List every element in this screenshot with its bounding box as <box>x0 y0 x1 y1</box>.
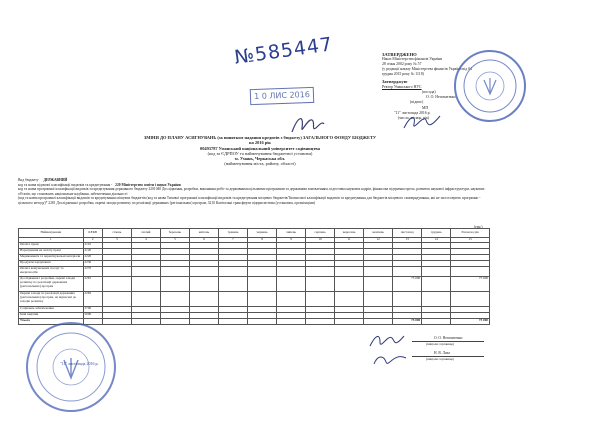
table-header-cell: серпень <box>306 229 335 238</box>
handwritten-number: №585447 <box>232 33 335 69</box>
kekv-code-cell: 2700 <box>83 307 102 313</box>
row-name-cell: Соціальне забезпечення <box>19 307 84 313</box>
title-year: на 2016 рік <box>249 140 271 146</box>
approve-label: Затверджую <box>382 79 408 85</box>
seal-date: "11" листопада 2016 р. <box>60 361 99 366</box>
kekv-code-cell: 2220 <box>83 255 102 261</box>
position-caption: (посада) <box>422 89 436 94</box>
year-total-cell <box>451 292 490 307</box>
approver-name: О. О. Непочатенко <box>426 94 456 99</box>
month-amount-cell <box>189 292 218 307</box>
month-amount-cell <box>364 319 393 325</box>
column-number-cell: 15 <box>451 238 490 243</box>
year-total-cell: 75 000 <box>451 319 490 325</box>
bottom-signature-icon <box>368 330 408 352</box>
november-amount-cell: 75 000 <box>393 277 422 292</box>
month-amount-cell <box>189 267 218 277</box>
month-amount-cell <box>218 292 247 307</box>
budget-type-value: ДЕРЖАВНИЙ <box>43 178 68 182</box>
month-amount-cell <box>277 292 306 307</box>
month-amount-cell <box>160 267 189 277</box>
month-amount-cell <box>248 292 277 307</box>
column-number-cell: 10 <box>306 238 335 243</box>
column-number-cell: 11 <box>335 238 364 243</box>
column-number-cell: 6 <box>189 238 218 243</box>
month-amount-cell <box>277 319 306 325</box>
month-amount-cell <box>248 267 277 277</box>
month-amount-cell <box>248 319 277 325</box>
column-number-cell: 2 <box>83 238 102 243</box>
column-number-cell: 14 <box>422 238 451 243</box>
institution-caption: (код за ЄДРПОУ та найменування бюджетної установи) <box>207 150 313 156</box>
budget-table <box>18 228 490 325</box>
month-amount-cell <box>277 267 306 277</box>
row-name-cell: Інші видатки <box>19 313 84 319</box>
kekv-code-cell: 5000 <box>83 313 102 319</box>
bottom-signature-icon <box>372 350 408 370</box>
signature-caption: (підпис) <box>410 99 424 104</box>
month-amount-cell <box>160 277 189 292</box>
approver-position: Ректор Уманського НУС <box>382 84 422 89</box>
row-name-cell: Продукти харчування <box>19 261 84 267</box>
month-amount-cell <box>335 319 364 325</box>
approval-date: "11" листопада 2016 р. <box>394 111 431 116</box>
registration-date-stamp: 1 0 ЛИС 2016 <box>250 87 315 105</box>
month-amount-cell <box>422 277 451 292</box>
table-row <box>19 267 490 277</box>
table-header-cell: вересень <box>335 229 364 238</box>
signer-name: Н. В. Ляха <box>434 351 451 355</box>
month-amount-cell <box>218 319 247 325</box>
month-amount-cell <box>422 267 451 277</box>
month-amount-cell <box>131 292 160 307</box>
month-amount-cell <box>102 267 131 277</box>
month-amount-cell <box>160 292 189 307</box>
column-number-cell: 9 <box>277 238 306 243</box>
kekv-code-cell: 2110 <box>83 243 102 249</box>
department-caption: код та назва відомчої класифікації видатків та кредитування - <box>18 182 113 187</box>
row-name-cell: Оплата комунальних послуг та енергоносіїв <box>19 267 84 277</box>
year-total-cell: 75 000 <box>451 277 490 292</box>
column-number-cell: 12 <box>364 238 393 243</box>
local-classification: (код та назва програмної класифікації видатків та кредитування місцевих бюджетів (код та назва Типової програмної класифікації видатків та кредитування місцевих бюджетів/Тимчасової класифікації видатків та кредитування для бюджетів місцевого самоврядування, які не застосовують програмно - цільового методу)* 2281 Дослідження і розробки, окремі заходи розвитку по реалізації державних (регіональних) програм, 3210 Капітальні трансферти підприємствам (установам, організаціям) <box>18 196 481 205</box>
approval-signature-icon <box>400 110 444 136</box>
signature-row <box>330 336 490 345</box>
table-header-cell: Разом на рік <box>451 229 490 238</box>
document-title <box>100 135 420 167</box>
column-number-cell: 13 <box>393 238 422 243</box>
row-name-cell: Нарахування на оплату праці <box>19 249 84 255</box>
institution-name: 00493787 Уманський національний університет садівництва <box>200 145 320 151</box>
month-amount-cell <box>160 319 189 325</box>
signer-caption: (ініціали і прізвище) <box>426 357 454 361</box>
table-header-cell: травень <box>218 229 247 238</box>
table-header-row <box>19 229 490 238</box>
table-header-cell: липень <box>277 229 306 238</box>
approval-line: (у редакції наказу Міністерства фінансів України від 04 <box>382 67 472 72</box>
official-seal-icon <box>452 48 528 124</box>
table-header-cell: грудень <box>422 229 451 238</box>
november-amount-cell: 75 000 <box>393 319 422 325</box>
table-header-cell: жовтень <box>364 229 393 238</box>
month-amount-cell <box>364 277 393 292</box>
month-amount-cell <box>248 277 277 292</box>
month-amount-cell <box>422 292 451 307</box>
program-classification: код та назва програмної класифікації видатків та кредитування державного бюджету 2201040 Дослідження, розробки, виконання робіт за державними цільовими програмами та державним замовленням, підготовка наукових кадрів, фінансова підтримка преси, розвиток наукової інфраструктури, наукових об'єктів, що становлять національне надбання, забезпечення діяльності <box>18 187 485 196</box>
row-name-cell: Дослідження і розробки, окремі заходи розвитку по реалізації державних (регіональних) програм <box>19 277 84 292</box>
month-amount-cell <box>102 292 131 307</box>
month-amount-cell <box>364 267 393 277</box>
month-amount-cell <box>189 319 218 325</box>
table-row <box>19 292 490 307</box>
table-header-cell: червень <box>248 229 277 238</box>
month-amount-cell <box>218 277 247 292</box>
kekv-code-cell: 2230 <box>83 261 102 267</box>
month-amount-cell <box>189 277 218 292</box>
table-header-cell: Найменування <box>19 229 84 238</box>
table-header-cell: березень <box>160 229 189 238</box>
column-number-cell: 8 <box>248 238 277 243</box>
approval-header: ЗАТВЕРДЖЕНО <box>382 52 417 57</box>
month-amount-cell <box>102 277 131 292</box>
row-name-cell: Оплата праці <box>19 243 84 249</box>
signer-name: О. О. Непочатенко <box>434 336 463 340</box>
kekv-code-cell: 2281 <box>83 277 102 292</box>
month-amount-cell <box>131 277 160 292</box>
kekv-code-cell: 2282 <box>83 292 102 307</box>
month-amount-cell <box>364 292 393 307</box>
kekv-code-cell: 2270 <box>83 267 102 277</box>
title-line: ЗМІНИ ДО ПЛАНУ АСИГНУВАНЬ (за винятком надання кредитів з бюджету) ЗАГАЛЬНОГО ФОНДУ БЮДЖЕТУ <box>143 135 377 140</box>
table-header-cell: січень <box>102 229 131 238</box>
month-amount-cell <box>306 277 335 292</box>
kekv-code-cell: 2120 <box>83 249 102 255</box>
month-amount-cell <box>131 267 160 277</box>
row-name-cell: Медикаменти та перев'язувальні матеріали <box>19 255 84 261</box>
signature-row <box>330 351 490 360</box>
department-value: 220 Міністерство освіти і науки України <box>115 182 181 187</box>
column-number-cell: 5 <box>160 238 189 243</box>
city-caption: (найменування міста, району, області) <box>224 161 296 167</box>
city-name: м. Умань, Черкаська обл. <box>234 156 286 162</box>
table-row <box>19 277 490 292</box>
approval-line: грудня 2015 року № 1118) <box>382 72 424 77</box>
month-amount-cell <box>422 319 451 325</box>
column-number-cell: 3 <box>102 238 131 243</box>
column-number-cell: 1 <box>19 238 84 243</box>
table-header-cell: листопад <box>393 229 422 238</box>
year-total-cell <box>451 267 490 277</box>
november-amount-cell <box>393 292 422 307</box>
month-amount-cell <box>306 319 335 325</box>
table-header-cell: КЕКВ <box>83 229 102 238</box>
signer-caption: (ініціали і прізвище) <box>426 342 454 346</box>
month-amount-cell <box>218 267 247 277</box>
date-caption: (число, місяць, рік) <box>398 116 430 121</box>
november-amount-cell <box>393 267 422 277</box>
column-number-cell: 7 <box>218 238 247 243</box>
month-amount-cell <box>277 277 306 292</box>
row-name-cell: Усього <box>19 319 84 325</box>
approval-line: 28 січня 2002 року № 57 <box>382 62 422 67</box>
month-amount-cell <box>131 319 160 325</box>
currency-label: (грн.) <box>474 225 483 229</box>
budget-type-label: Вид бюджету <box>18 178 39 182</box>
table-header-cell: квітень <box>189 229 218 238</box>
month-amount-cell <box>306 267 335 277</box>
seal-label: МП <box>422 105 429 110</box>
month-amount-cell <box>335 292 364 307</box>
bottom-seal-icon <box>24 320 118 414</box>
row-name-cell: Окремі заходи по реалізації державних (регіональних) програм, не віднесені до заходів розвитку <box>19 292 84 307</box>
month-amount-cell <box>306 292 335 307</box>
classification-block <box>18 178 490 206</box>
month-amount-cell <box>335 277 364 292</box>
signature-block <box>330 336 490 360</box>
column-number-cell: 4 <box>131 238 160 243</box>
approval-line: Наказ Міністерства фінансів України <box>382 57 443 62</box>
month-amount-cell <box>335 267 364 277</box>
table-header-cell: лютий <box>131 229 160 238</box>
